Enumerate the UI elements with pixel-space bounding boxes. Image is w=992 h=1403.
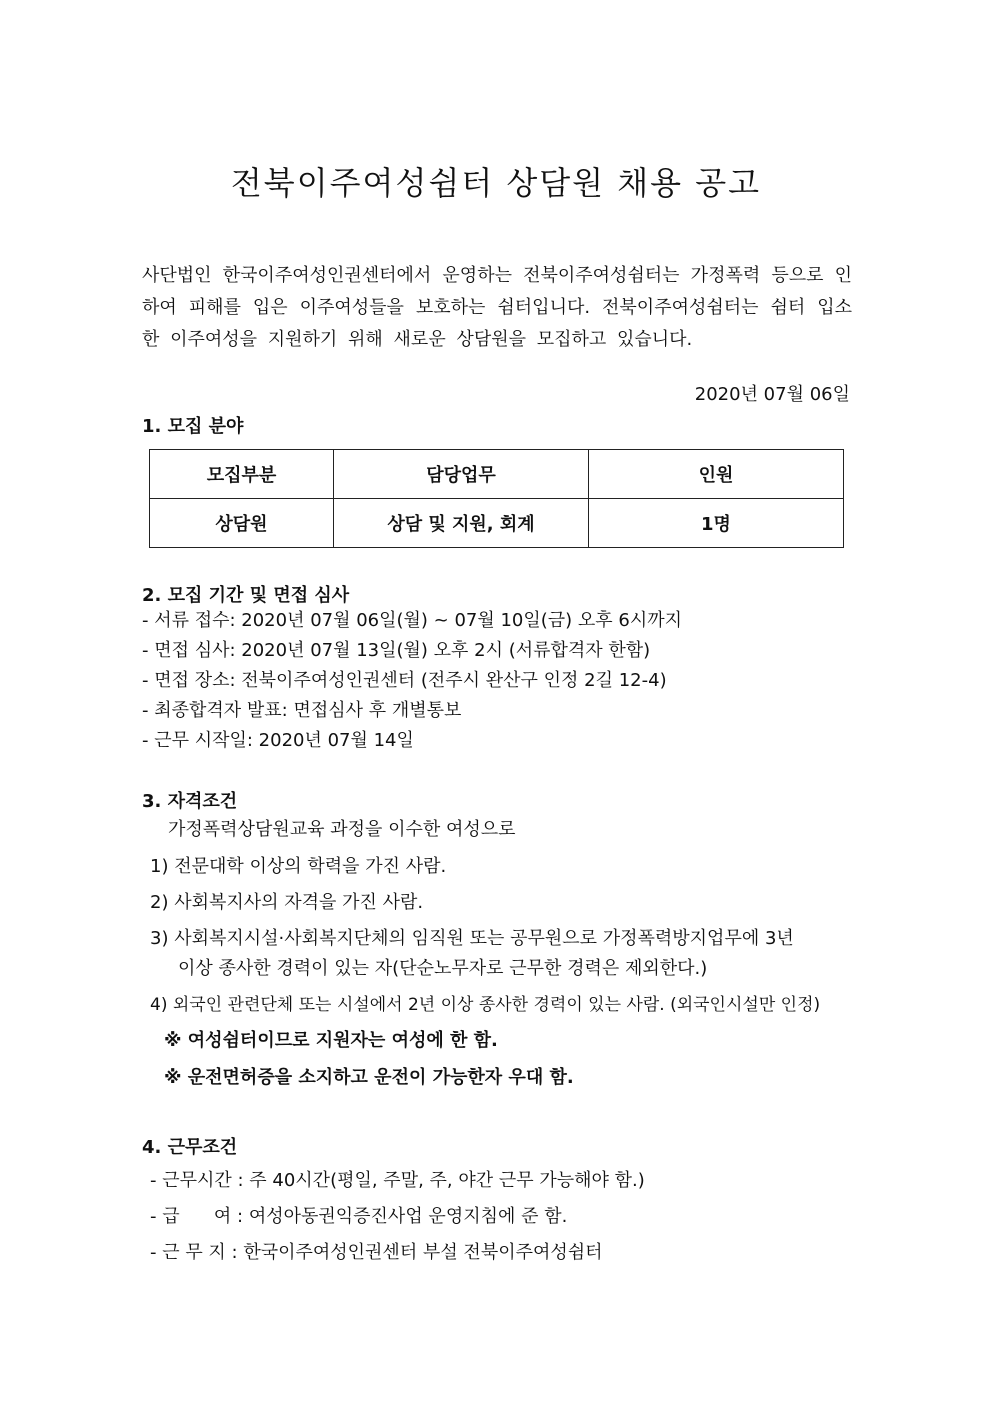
recruit-table (149, 449, 844, 548)
page-title: 전북이주여성쉼터 상담원 채용 공고 (230, 164, 762, 202)
list-item: - 면접 장소: 전북이주여성인권센터 (전주시 완산구 인정 2길 12-4) (142, 670, 667, 691)
list-item: 이상 종사한 경력이 있는 자(단순노무자로 근무한 경력은 제외한다.) (178, 958, 708, 979)
announcement-date: 2020년 07월 06일 (694, 384, 850, 405)
list-item: - 근무시간 : 주 40시간(평일, 주말, 주, 야간 근무 가능해야 함.) (150, 1170, 645, 1191)
intro-paragraph: 사단법인 한국이주여성인권센터에서 운영하는 전북이주여성쉼터는 가정폭력 등으로 인하여 피해를 입은 이주여성들을 보호하는 쉼터입니다. 전북이주여성쉼터는 쉼터 입소한 이주여성을 지원하기 위해 새로운 상담원을 모집하고 있습니다. (142, 265, 852, 350)
table-header-cell: 인원 (589, 450, 844, 499)
list-item: 2) 사회복지사의 자격을 가진 사람. (150, 892, 424, 913)
list-item: 1) 전문대학 이상의 학력을 가진 사람. (150, 856, 447, 877)
table-header-cell: 모집부분 (150, 450, 334, 499)
table-cell: 1명 (589, 499, 844, 548)
list-item: - 근무 시작일: 2020년 07월 14일 (142, 730, 414, 751)
section4-title: 4. 근무조건 (142, 1137, 238, 1158)
qualification-lead: 가정폭력상담원교육 과정을 이수한 여성으로 (168, 819, 516, 840)
list-item: - 최종합격자 발표: 면접심사 후 개별통보 (142, 700, 462, 721)
section1-title: 1. 모집 분야 (142, 416, 244, 437)
list-item: - 급 여 : 여성아동권익증진사업 운영지침에 준 함. (150, 1206, 568, 1227)
list-item: - 면접 심사: 2020년 07월 13일(월) 오후 2시 (서류합격자 한함) (142, 640, 651, 661)
section2-list (142, 606, 682, 756)
list-item: - 근 무 지 : 한국이주여성인권센터 부설 전북이주여성쉼터 (150, 1242, 603, 1263)
table-header-row (150, 450, 844, 499)
list-item: 4) 외국인 관련단체 또는 시설에서 2년 이상 종사한 경력이 있는 사람. (외국인시설만 인정) (150, 995, 821, 1015)
list-item: - 서류 접수: 2020년 07월 06일(월) ~ 07월 10일(금) 오후 6시까지 (142, 610, 683, 631)
list-item: 3) 사회복지시설·사회복지단체의 임직원 또는 공무원으로 가정폭력방지업무에 3년 (150, 928, 794, 949)
section2-title: 2. 모집 기간 및 면접 심사 (142, 585, 350, 606)
table-cell: 상담 및 지원, 회계 (334, 499, 589, 548)
table-cell: 상담원 (150, 499, 334, 548)
section3-title: 3. 자격조건 (142, 791, 238, 812)
table-row (150, 499, 844, 548)
note-item: ※ 여성쉼터이므로 지원자는 여성에 한 함. (164, 1030, 498, 1051)
note-item: ※ 운전면허증을 소지하고 운전이 가능한자 우대 함. (164, 1067, 574, 1088)
table-header-cell: 담당업무 (334, 450, 589, 499)
